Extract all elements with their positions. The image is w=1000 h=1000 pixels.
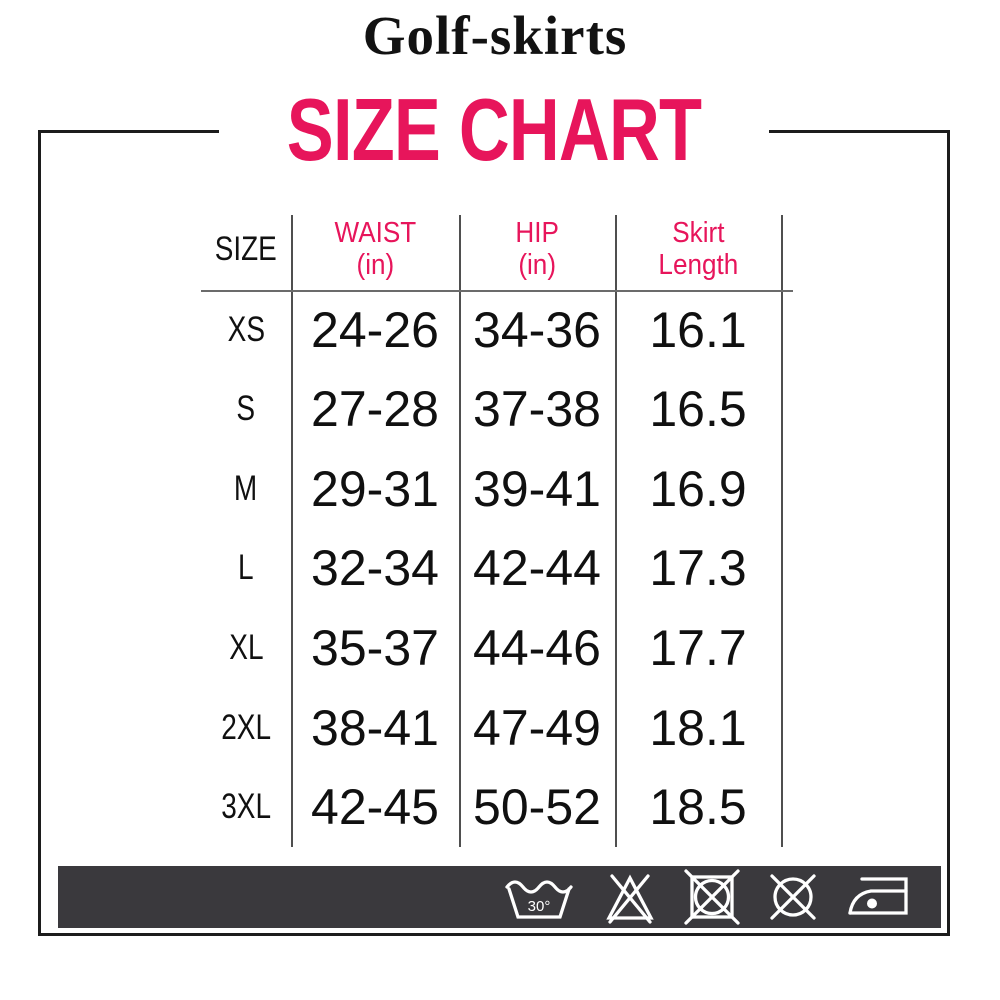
skirt-length-value-row-2: 16.5 [649,381,747,438]
waist-value-row-3: 29-31 [311,460,439,517]
waist-value-row-6: 38-41 [311,699,439,756]
waist-value-row-2: 27-28 [311,381,439,438]
hip-value-row-3: 39-41 [473,460,601,517]
page-title-text: SIZE CHART [286,80,702,179]
svg-text:30°: 30° [527,898,551,915]
skirt-length-value-row-4: 17.3 [649,540,747,597]
hip-value-row-6: 47-49 [473,699,601,756]
skirt-length-value-row-7: 18.5 [649,779,747,836]
care-instructions-bar [58,866,941,928]
brand-title: Golf-skirts [362,5,628,66]
waist-value-row-4: 32-34 [311,540,439,597]
skirt-length-value-row-1: 16.1 [649,301,747,358]
column-header-skirt-length: Skirt Length [658,216,738,281]
column-header-hip: HIP (in) [515,216,559,281]
machine-wash-30-icon [501,869,577,925]
hip-value-row-5: 44-46 [473,620,601,677]
chart-frame [38,80,950,936]
size-label-xl: XL [228,628,264,668]
column-header-waist: WAIST (in) [334,216,416,281]
page-title [219,80,769,179]
hip-value-row-4: 42-44 [473,540,601,597]
skirt-length-value-row-6: 18.1 [649,699,747,756]
size-label-2xl: 2XL [221,707,271,747]
skirt-length-value-row-3: 16.9 [649,460,747,517]
size-label-l: L [238,548,254,588]
column-divider [781,215,783,847]
size-label-m: M [234,468,258,508]
hip-value-row-2: 37-38 [473,381,601,438]
waist-value-row-7: 42-45 [311,779,439,836]
do-not-dry-clean-icon [766,870,820,924]
do-not-tumble-dry-icon [683,868,741,926]
size-label-s: S [236,389,256,429]
size-label-xs: XS [227,309,265,349]
size-table [201,215,781,847]
column-header-size: SIZE [215,230,277,268]
waist-value-row-1: 24-26 [311,301,439,358]
waist-value-row-5: 35-37 [311,620,439,677]
hip-value-row-1: 34-36 [473,301,601,358]
skirt-length-value-row-5: 17.7 [649,620,747,677]
size-label-3xl: 3XL [221,787,271,827]
iron-low-heat-icon [845,872,911,922]
do-not-bleach-icon [602,868,658,926]
hip-value-row-7: 50-52 [473,779,601,836]
